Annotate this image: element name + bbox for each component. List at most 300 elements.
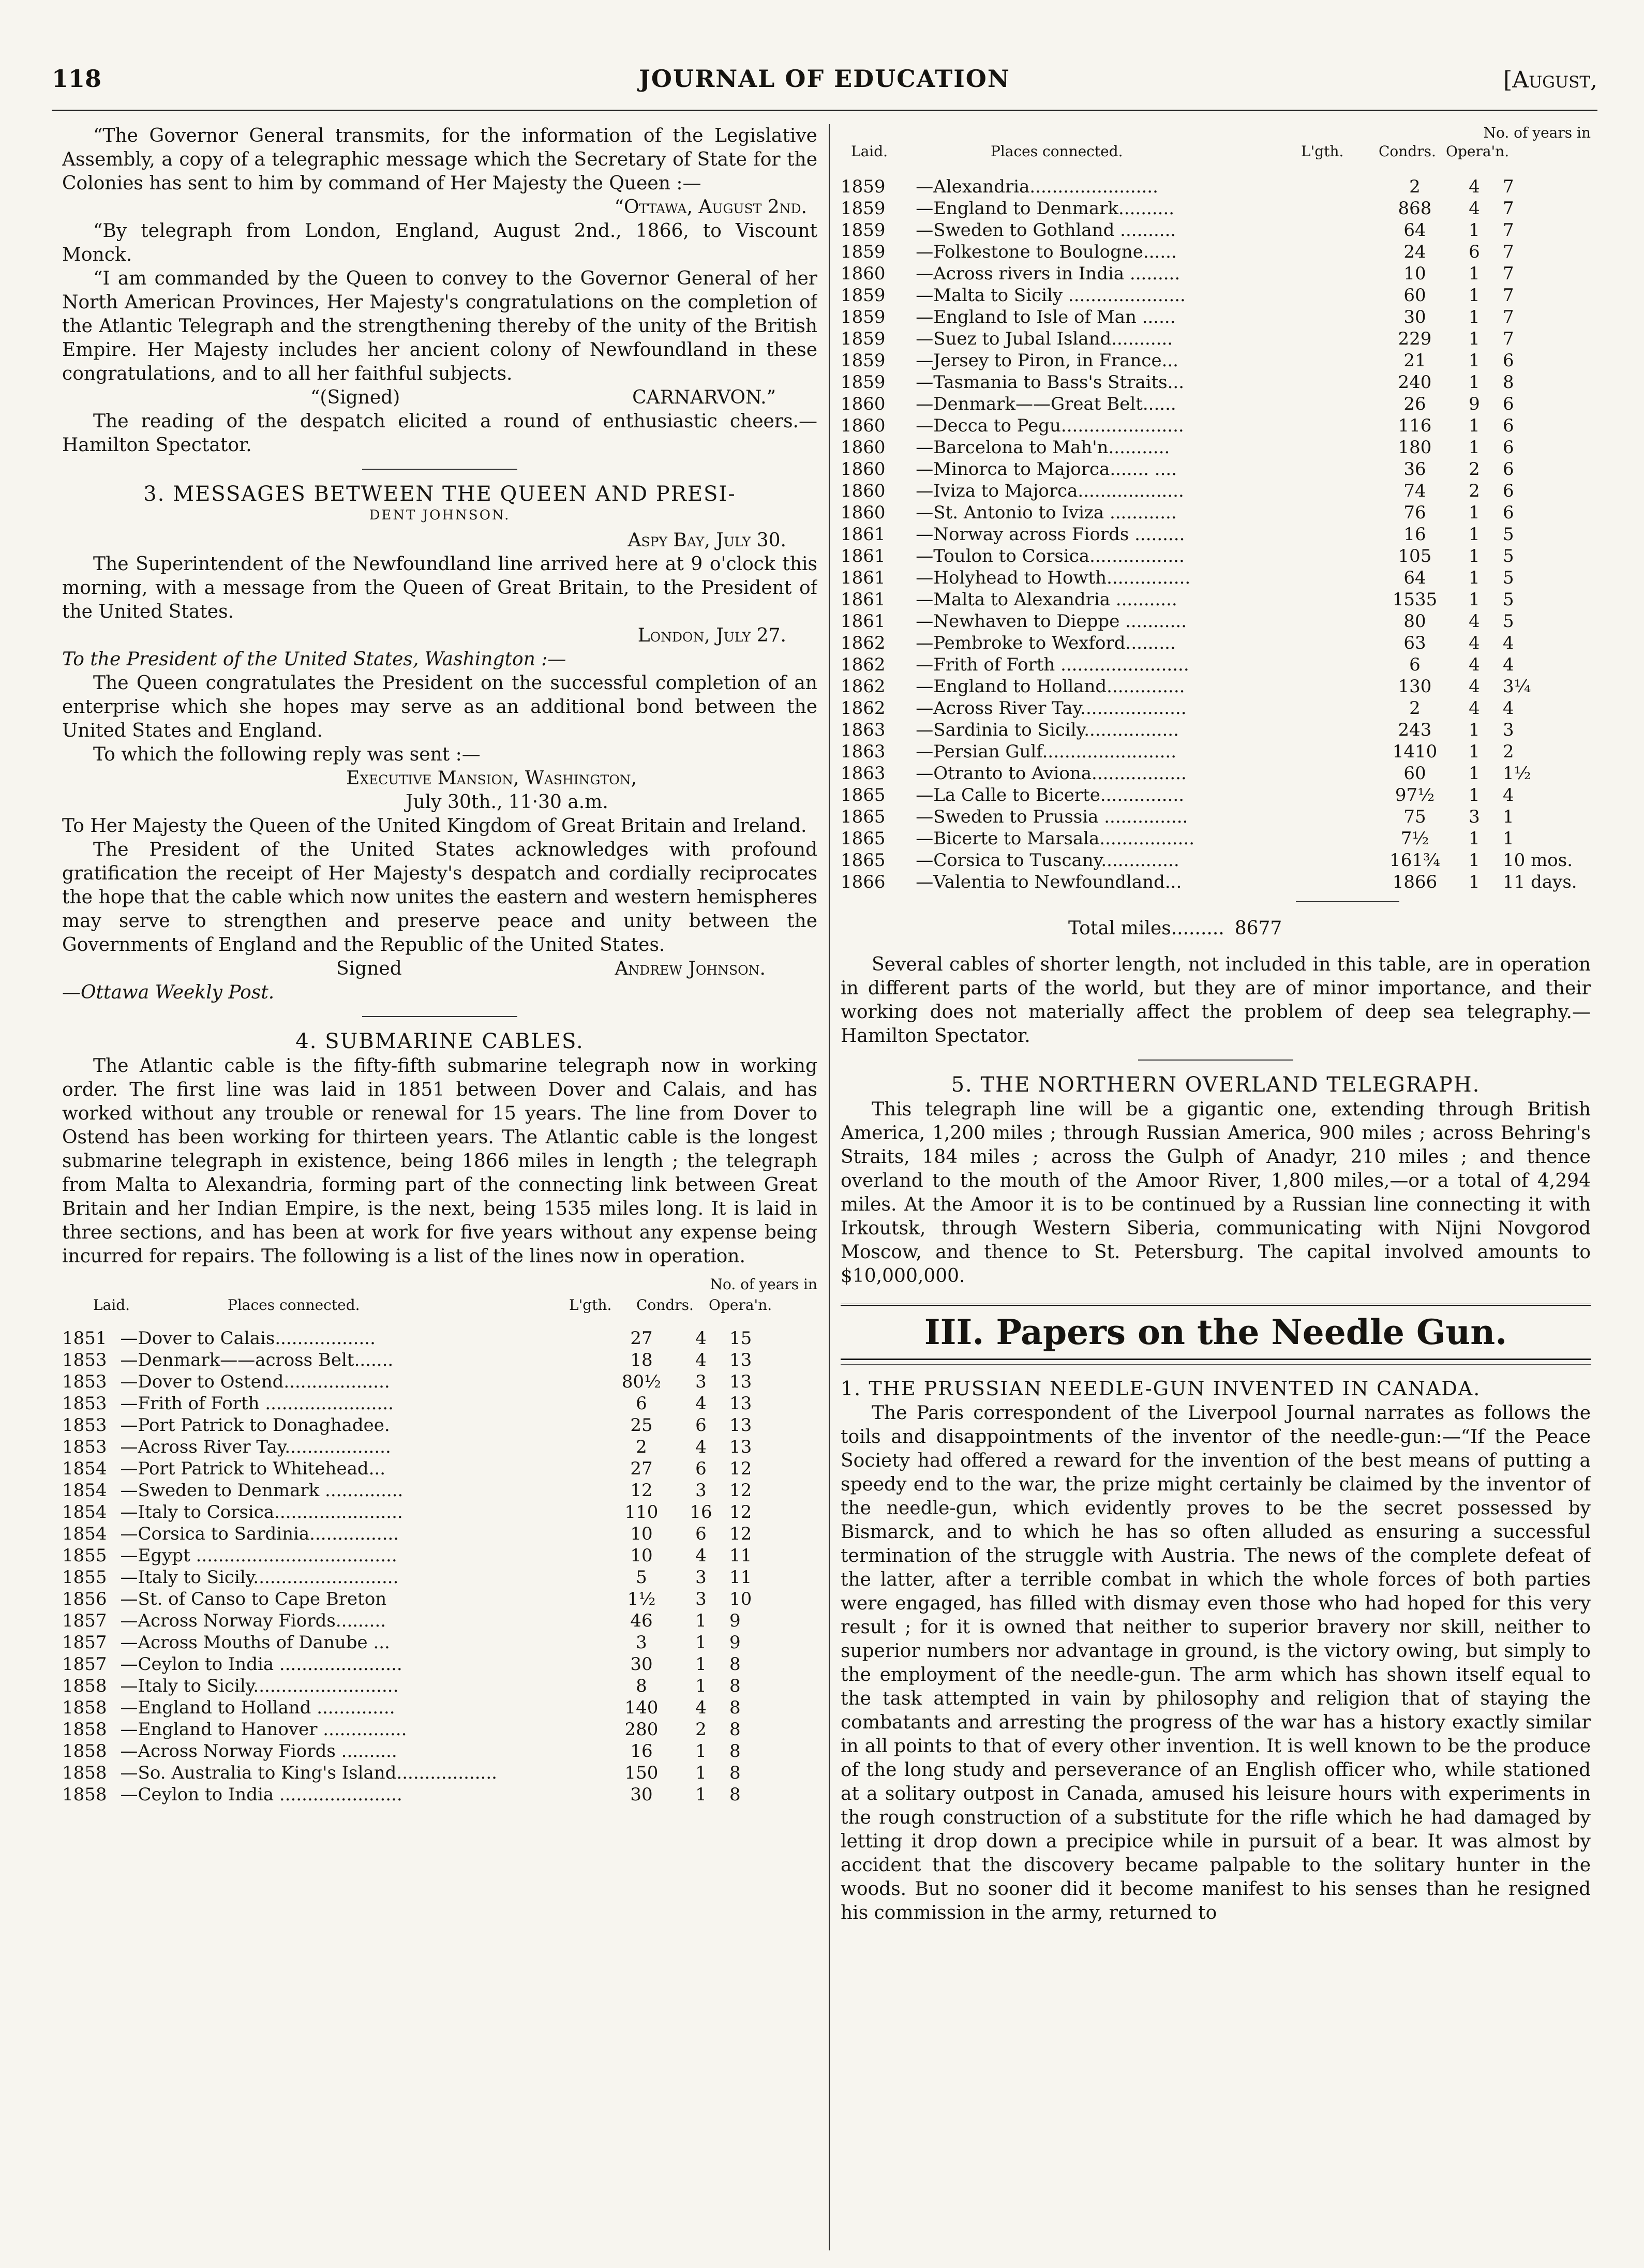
cable-length: 6	[1409, 654, 1421, 675]
section-3-subtitle: DENT JOHNSON.	[369, 508, 511, 523]
cable-years-operation: 13	[729, 1415, 752, 1436]
header-rule	[52, 110, 1597, 111]
cable-laid-year: 1854	[62, 1502, 107, 1523]
cable-conductors: 3	[695, 1480, 707, 1501]
cable-conductors: 1	[695, 1610, 707, 1631]
right-column	[841, 124, 1591, 2250]
commanded-paragraph: “I am commanded by the Queen to convey to the Governor General of her North American Provinces, Her Majesty's congratulations on the completion of the Atlantic Telegraph and the strengthening thereby of the unity of the British Empire. Her Majesty includes her ancient colony of Newfoundland in these congratulations, and to all her faithful subjects.	[62, 268, 817, 384]
cable-conductors: 1	[1469, 220, 1480, 241]
cable-conductors: 1	[1469, 763, 1480, 784]
cable-laid-year: 1854	[62, 1458, 107, 1479]
cable-places: —Frith of Forth .......................	[916, 654, 1189, 675]
header-no-of-years: No. of years in	[710, 1276, 817, 1293]
right-cables-table	[841, 176, 1591, 893]
cable-places: —Suez to Jubal Island...........	[916, 329, 1173, 349]
atlantic-paragraph: The Atlantic cable is the fifty-fifth submarine telegraph now in working order. The first line was laid in 1851 between Dover and Calais, and has worked without any trouble or renewal for 15 years. The line from Dover to Ostend has been working for thirteen years. The Atlantic cable is the longest submarine telegraph in existence, being 1866 miles in length ; the telegraph from Malta to Alexandria, forming part of the connecting link between Great Britain and her Indian Empire, is the next, being 1535 miles long. It is laid in three sections, and has been at work for five years without any expense being incurred for repairs. The following is a list of the lines now in operation.	[62, 1055, 817, 1267]
cable-length: 1535	[1392, 589, 1438, 610]
cable-laid-year: 1859	[841, 329, 886, 349]
cable-length: 12	[630, 1480, 653, 1501]
aspy-dateline: Aspy Bay, July 30.	[627, 530, 786, 551]
cable-row	[841, 871, 1591, 893]
cable-years-operation: 4	[1503, 785, 1514, 805]
cable-conductors: 6	[695, 1415, 707, 1436]
total-label: Total miles.........	[1068, 918, 1224, 939]
cable-places: —Malta to Sicily .....................	[916, 285, 1186, 306]
header-no-of-years: No. of years in	[1483, 124, 1591, 141]
cable-years-operation: 6	[1503, 481, 1514, 501]
cable-laid-year: 1860	[841, 502, 886, 523]
cable-conductors: 16	[690, 1502, 712, 1523]
cable-places: —Port Patrick to Donaghadee.	[120, 1415, 390, 1436]
cable-conductors: 1	[1469, 785, 1480, 805]
cable-places: —Denmark——across Belt.......	[120, 1350, 394, 1370]
cable-conductors: 4	[695, 1328, 707, 1349]
cable-places: —Across Mouths of Danube ...	[120, 1632, 390, 1653]
cable-laid-year: 1853	[62, 1393, 107, 1414]
page-number: 118	[52, 65, 102, 93]
cable-years-operation: 5	[1503, 589, 1514, 610]
banner-rule	[841, 1364, 1591, 1365]
cable-conductors: 4	[695, 1350, 707, 1370]
cable-row	[841, 437, 1591, 458]
cable-length: 36	[1403, 459, 1426, 480]
cable-length: 1866	[1392, 872, 1438, 892]
cable-laid-year: 1860	[841, 394, 886, 414]
cable-years-operation: 8	[729, 1676, 741, 1696]
cable-places: —Across Norway Fiords.........	[120, 1610, 386, 1631]
cable-laid-year: 1859	[841, 307, 886, 327]
prussian-title: 1. THE PRUSSIAN NEEDLE-GUN INVENTED IN CANADA.	[841, 1377, 1481, 1400]
cable-row	[841, 219, 1591, 241]
cable-laid-year: 1859	[841, 198, 886, 219]
cable-conductors: 1	[695, 1741, 707, 1762]
cable-conductors: 1	[1469, 437, 1480, 458]
cable-years-operation: 5	[1503, 546, 1514, 566]
cable-years-operation: 7	[1503, 329, 1514, 349]
cable-conductors: 4	[695, 1545, 707, 1566]
cable-laid-year: 1859	[841, 372, 886, 393]
to-her-majesty: To Her Majesty the Queen of the United Kingdom of Great Britain and Ireland.	[62, 815, 807, 837]
cable-conductors: 1	[1469, 307, 1480, 327]
cable-places: —Italy to Sicily..........................	[120, 1676, 399, 1696]
cable-laid-year: 1865	[841, 828, 886, 849]
cable-length: 76	[1403, 502, 1426, 523]
ottawa-dateline: “Ottawa, August 2nd.	[614, 197, 807, 218]
cable-places: —Norway across Fiords .........	[916, 524, 1185, 545]
cable-length: 6	[636, 1393, 647, 1414]
cable-places: —So. Australia to King's Island..................	[120, 1763, 497, 1783]
cable-length: 80	[1403, 611, 1426, 632]
executive-mansion: Executive Mansion, Washington,	[346, 768, 637, 789]
cable-laid-year: 1856	[62, 1589, 107, 1609]
cable-conductors: 4	[1469, 698, 1480, 719]
cable-places: —Ceylon to India ......................	[120, 1784, 402, 1805]
cable-years-operation: 6	[1503, 502, 1514, 523]
cable-length: 180	[1398, 437, 1432, 458]
cable-places: —Corsica to Sardinia................	[120, 1524, 399, 1544]
cable-places: —Alexandria.......................	[916, 176, 1158, 197]
cable-length: 1½	[627, 1589, 656, 1609]
cable-length: 64	[1403, 568, 1426, 588]
total-rule	[1296, 901, 1399, 902]
running-title: JOURNAL OF EDUCATION	[639, 65, 1010, 93]
cable-conductors: 1	[1469, 415, 1480, 436]
cable-length: 2	[636, 1437, 647, 1457]
cable-places: —England to Holland ..............	[120, 1697, 395, 1718]
cable-laid-year: 1859	[841, 176, 886, 197]
column-divider	[829, 124, 830, 2250]
cable-row	[841, 567, 1591, 589]
cable-laid-year: 1860	[841, 459, 886, 480]
signed-name: CARNARVON.”	[632, 387, 776, 408]
cable-conductors: 4	[695, 1437, 707, 1457]
cable-laid-year: 1857	[62, 1654, 107, 1675]
cable-laid-year: 1860	[841, 415, 886, 436]
total-value: 8677	[1234, 918, 1282, 939]
cable-places: —Valentia to Newfoundland...	[916, 872, 1182, 892]
cable-conductors: 4	[1469, 198, 1480, 219]
governor-paragraph: “The Governor General transmits, for the information of the Legislative Assembly, a copy of a telegraphic message which the Secretary of State for the Colonies has sent to him by command of Her Majesty the Queen :—	[62, 125, 817, 194]
cable-conductors: 2	[1469, 459, 1480, 480]
cable-length: 74	[1403, 481, 1426, 501]
cable-row	[62, 1762, 817, 1784]
cable-conductors: 4	[695, 1697, 707, 1718]
cable-row	[841, 176, 1591, 198]
cable-laid-year: 1853	[62, 1350, 107, 1370]
cable-row	[62, 1349, 817, 1371]
cable-places: —Sardinia to Sicily.................	[916, 720, 1179, 740]
reply-sent: To which the following reply was sent :—	[93, 744, 481, 765]
cable-years-operation: 5	[1503, 568, 1514, 588]
overland-paragraph: This telegraph line will be a gigantic one, extending through British America, 1,200 miles ; through Russian America, 900 miles ; across Behring's Straits, 184 miles ; across the Gulph of Anadyr, 210 miles ; and thence overland to the mouth of the Amoor River, 1,800 miles,—or a total of 4,294 miles. At the Amoor it is to be continued by a Russian line connecting it with Irkoutsk, through Western Siberia, communicating with Nijni Novgorod Moscow, and thence to St. Petersburg. The capital involved amounts to $10,000,000.	[841, 1099, 1591, 1287]
cable-places: —Toulon to Corsica.................	[916, 546, 1185, 566]
cable-conductors: 9	[1469, 394, 1480, 414]
section-banner	[841, 1304, 1591, 1360]
cable-length: 150	[624, 1763, 659, 1783]
header-places: Places connected.	[228, 1296, 360, 1314]
cable-conductors: 1	[1469, 546, 1480, 566]
cable-places: —Barcelona to Mah'n...........	[916, 437, 1170, 458]
cable-years-operation: 9	[729, 1610, 741, 1631]
cable-conductors: 1	[1469, 329, 1480, 349]
cable-length: 7½	[1400, 828, 1429, 849]
cable-row	[841, 415, 1591, 437]
cable-row	[841, 524, 1591, 545]
cable-length: 10	[1403, 263, 1426, 284]
cable-years-operation: 7	[1503, 307, 1514, 327]
cable-row	[62, 1697, 817, 1719]
header-length: L'gth.	[1301, 143, 1344, 160]
cable-conductors: 3	[695, 1567, 707, 1588]
cable-years-operation: 13	[729, 1393, 752, 1414]
cable-row	[841, 502, 1591, 524]
cable-length: 60	[1403, 763, 1426, 784]
cable-years-operation: 13	[729, 1371, 752, 1392]
cable-years-operation: 7	[1503, 198, 1514, 219]
cable-row	[841, 589, 1591, 610]
cable-length: 46	[630, 1610, 653, 1631]
cable-row	[62, 1436, 817, 1458]
cable-laid-year: 1855	[62, 1545, 107, 1566]
superintendent-paragraph: The Superintendent of the Newfoundland line arrived here at 9 o'clock this morning, with a message from the Queen of Great Britain, to the President of the United States.	[62, 554, 817, 622]
cable-conductors: 1	[1469, 741, 1480, 762]
cable-conductors: 4	[1469, 611, 1480, 632]
signed-label-2: Signed	[336, 958, 402, 979]
cable-length: 10	[630, 1524, 653, 1544]
cable-length: 75	[1403, 807, 1426, 827]
cable-places: —Italy to Corsica.......................	[120, 1502, 403, 1523]
cable-laid-year: 1858	[62, 1719, 107, 1740]
cable-places: —Pembroke to Wexford.........	[916, 633, 1176, 653]
cable-row	[62, 1458, 817, 1480]
cable-places: —Persian Gulf........................	[916, 741, 1177, 762]
separator-rule	[1138, 1060, 1293, 1061]
cable-years-operation: 8	[729, 1719, 741, 1740]
cable-years-operation: 7	[1503, 285, 1514, 306]
left-column	[62, 124, 817, 2250]
cable-years-operation: 12	[729, 1480, 752, 1501]
cable-laid-year: 1851	[62, 1328, 107, 1349]
header-operation: Opera'n.	[1446, 143, 1510, 160]
cable-length: 110	[624, 1502, 659, 1523]
cable-conductors: 1	[1469, 350, 1480, 371]
cable-laid-year: 1861	[841, 589, 886, 610]
cable-row	[62, 1632, 817, 1653]
cable-years-operation: 4	[1503, 633, 1514, 653]
cable-laid-year: 1857	[62, 1610, 107, 1631]
cable-years-operation: 13	[729, 1350, 752, 1370]
cable-places: —Sweden to Gothland ..........	[916, 220, 1176, 241]
cable-length: 63	[1403, 633, 1426, 653]
cable-laid-year: 1854	[62, 1480, 107, 1501]
header-laid: Laid.	[851, 143, 888, 160]
president-ack: The President of the United States acknowledges with profound gratification the receipt of Her Majesty's despatch and cordially reciprocates the hope that the cable which now unites the eastern and western hemispheres may serve to strengthen and preserve peace and unity between the Governments of England and the Republic of the United States.	[62, 839, 817, 956]
cable-conductors: 2	[1469, 481, 1480, 501]
cable-years-operation: 10 mos.	[1503, 850, 1573, 871]
cable-laid-year: 1859	[841, 350, 886, 371]
cable-conductors: 4	[1469, 176, 1480, 197]
cable-years-operation: 6	[1503, 350, 1514, 371]
separator-rule	[362, 469, 517, 470]
cable-row	[62, 1784, 817, 1806]
cable-row	[841, 697, 1591, 719]
cable-conductors: 6	[695, 1458, 707, 1479]
cable-laid-year: 1862	[841, 676, 886, 697]
cable-years-operation: 5	[1503, 611, 1514, 632]
cable-places: —La Calle to Bicerte...............	[916, 785, 1185, 805]
cable-conductors: 1	[1469, 372, 1480, 393]
cable-length: 21	[1403, 350, 1426, 371]
cable-laid-year: 1865	[841, 850, 886, 871]
cable-row	[62, 1675, 817, 1697]
cable-places: —Ceylon to India ......................	[120, 1654, 402, 1675]
cable-row	[841, 393, 1591, 415]
cable-conductors: 4	[1469, 654, 1480, 675]
cable-laid-year: 1859	[841, 220, 886, 241]
header-condrs: Condrs.	[636, 1296, 694, 1314]
cable-conductors: 1	[1469, 263, 1480, 284]
cable-places: —St. of Canso to Cape Breton	[120, 1589, 387, 1609]
cable-laid-year: 1862	[841, 633, 886, 653]
cable-row	[841, 632, 1591, 654]
signed-label: “(Signed)	[310, 387, 400, 408]
cable-length: 116	[1398, 415, 1432, 436]
cable-row	[841, 784, 1591, 806]
cable-years-operation: 11 days.	[1503, 872, 1577, 892]
header-condrs: Condrs.	[1379, 143, 1436, 160]
section-4-title: 4. SUBMARINE CABLES.	[295, 1029, 584, 1053]
cable-row	[841, 371, 1591, 393]
cable-places: —Denmark——Great Belt......	[916, 394, 1176, 414]
cable-laid-year: 1862	[841, 654, 886, 675]
cable-laid-year: 1865	[841, 785, 886, 805]
cable-laid-year: 1861	[841, 524, 886, 545]
cable-years-operation: 8	[1503, 372, 1514, 393]
cable-length: 16	[1403, 524, 1426, 545]
telegraph-paragraph: “By telegraph from London, England, August 2nd., 1866, to Viscount Monck.	[62, 220, 817, 265]
cable-places: —England to Holland..............	[916, 676, 1185, 697]
cable-length: 24	[1403, 242, 1426, 262]
cable-row	[841, 676, 1591, 697]
cable-row	[62, 1393, 817, 1414]
banner-title: III. Papers on the Needle Gun.	[924, 1312, 1507, 1352]
cable-row	[62, 1545, 817, 1566]
cable-places: —Port Patrick to Whitehead...	[120, 1458, 386, 1479]
cable-length: 80½	[621, 1371, 662, 1392]
cable-length: 2	[1409, 698, 1421, 719]
cable-places: —Frith of Forth .......................	[120, 1393, 394, 1414]
cable-places: —Italy to Sicily..........................	[120, 1567, 399, 1588]
cable-places: —Sweden to Denmark ..............	[120, 1480, 403, 1501]
cable-row	[841, 654, 1591, 676]
cable-years-operation: 13	[729, 1437, 752, 1457]
cable-years-operation: 7	[1503, 176, 1514, 197]
carnarvon-signature	[62, 386, 817, 410]
cable-conductors: 1	[1469, 589, 1480, 610]
london-dateline: London, July 27.	[637, 625, 786, 646]
cable-laid-year: 1859	[841, 242, 886, 262]
cable-conductors: 3	[695, 1589, 707, 1609]
cable-years-operation: 10	[729, 1589, 752, 1609]
cable-length: 161¾	[1389, 850, 1440, 871]
cable-years-operation: 7	[1503, 263, 1514, 284]
cable-row	[62, 1588, 817, 1610]
cable-row	[841, 545, 1591, 567]
cable-row	[841, 350, 1591, 371]
cable-places: —Otranto to Aviona.................	[916, 763, 1187, 784]
cable-row	[841, 828, 1591, 849]
cable-length: 8	[636, 1676, 647, 1696]
cable-row	[62, 1566, 817, 1588]
cable-row	[841, 198, 1591, 219]
cable-years-operation: 6	[1503, 415, 1514, 436]
cable-years-operation: 5	[1503, 524, 1514, 545]
cable-places: —Tasmania to Bass's Straits...	[916, 372, 1184, 393]
cable-row	[62, 1719, 817, 1740]
cable-years-operation: 7	[1503, 220, 1514, 241]
header-operation: Opera'n.	[709, 1296, 772, 1314]
cable-conductors: 1	[1469, 850, 1480, 871]
cable-row	[841, 263, 1591, 285]
cable-row	[62, 1610, 817, 1632]
cable-laid-year: 1866	[841, 872, 886, 892]
cable-length: 240	[1398, 372, 1432, 393]
cable-places: —Decca to Pegu......................	[916, 415, 1184, 436]
cable-length: 5	[636, 1567, 647, 1588]
cable-row	[841, 306, 1591, 328]
cable-length: 10	[630, 1545, 653, 1566]
cable-row	[62, 1480, 817, 1501]
cable-length: 130	[1398, 676, 1432, 697]
cable-years-operation: 11	[729, 1567, 752, 1588]
cable-laid-year: 1863	[841, 763, 886, 784]
cable-row	[62, 1523, 817, 1545]
section-5-title: 5. THE NORTHERN OVERLAND TELEGRAPH.	[951, 1073, 1481, 1097]
section-3-title: 3. MESSAGES BETWEEN THE QUEEN AND PRESI-	[143, 482, 736, 506]
cable-years-operation: 7	[1503, 242, 1514, 262]
cable-places: —Sweden to Prussia ...............	[916, 807, 1188, 827]
cable-laid-year: 1858	[62, 1676, 107, 1696]
cable-places: —England to Denmark..........	[916, 198, 1175, 219]
cable-years-operation: 8	[729, 1784, 741, 1805]
reading-paragraph: The reading of the despatch elicited a round of enthusiastic cheers.—Hamilton Spectator.	[62, 411, 817, 456]
cable-laid-year: 1862	[841, 698, 886, 719]
left-cables-table	[62, 1327, 817, 1806]
ottawa-weekly: —Ottawa Weekly Post.	[62, 982, 275, 1003]
cable-years-operation: 1	[1503, 807, 1514, 827]
cable-length: 64	[1403, 220, 1426, 241]
cable-years-operation: 15	[729, 1328, 752, 1349]
cable-conductors: 3	[1469, 807, 1480, 827]
cable-row	[841, 328, 1591, 350]
header-laid: Laid.	[93, 1296, 130, 1314]
cable-laid-year: 1853	[62, 1371, 107, 1392]
cable-years-operation: 4	[1503, 654, 1514, 675]
cable-years-operation: 2	[1503, 741, 1514, 762]
right-table-header	[841, 124, 1591, 176]
cable-conductors: 1	[695, 1676, 707, 1696]
cable-conductors: 3	[695, 1371, 707, 1392]
cable-length: 97½	[1395, 785, 1435, 805]
cable-places: —Dover to Calais..................	[120, 1328, 376, 1349]
cable-years-operation: 8	[729, 1654, 741, 1675]
cable-conductors: 1	[1469, 502, 1480, 523]
johnson-signature	[62, 957, 817, 981]
cable-length: 30	[630, 1784, 653, 1805]
cable-conductors: 1	[695, 1632, 707, 1653]
cable-laid-year: 1854	[62, 1524, 107, 1544]
total-miles-row	[841, 917, 1591, 941]
cable-row	[62, 1327, 817, 1349]
cable-length: 1410	[1392, 741, 1438, 762]
cable-length: 243	[1398, 720, 1432, 740]
header-length: L'gth.	[569, 1296, 612, 1314]
cable-places: —Folkestone to Boulogne......	[916, 242, 1177, 262]
cable-places: —Holyhead to Howth...............	[916, 568, 1191, 588]
cable-laid-year: 1860	[841, 263, 886, 284]
cable-conductors: 1	[1469, 720, 1480, 740]
cable-places: —Malta to Alexandria ...........	[916, 589, 1177, 610]
cable-row	[62, 1371, 817, 1393]
page-header	[52, 65, 1597, 106]
cable-conductors: 4	[1469, 676, 1480, 697]
cable-years-operation: 12	[729, 1502, 752, 1523]
cable-places: —Across River Tay...................	[916, 698, 1187, 719]
cable-years-operation: 8	[729, 1697, 741, 1718]
cable-laid-year: 1863	[841, 720, 886, 740]
cable-row	[841, 719, 1591, 741]
cable-laid-year: 1863	[841, 741, 886, 762]
